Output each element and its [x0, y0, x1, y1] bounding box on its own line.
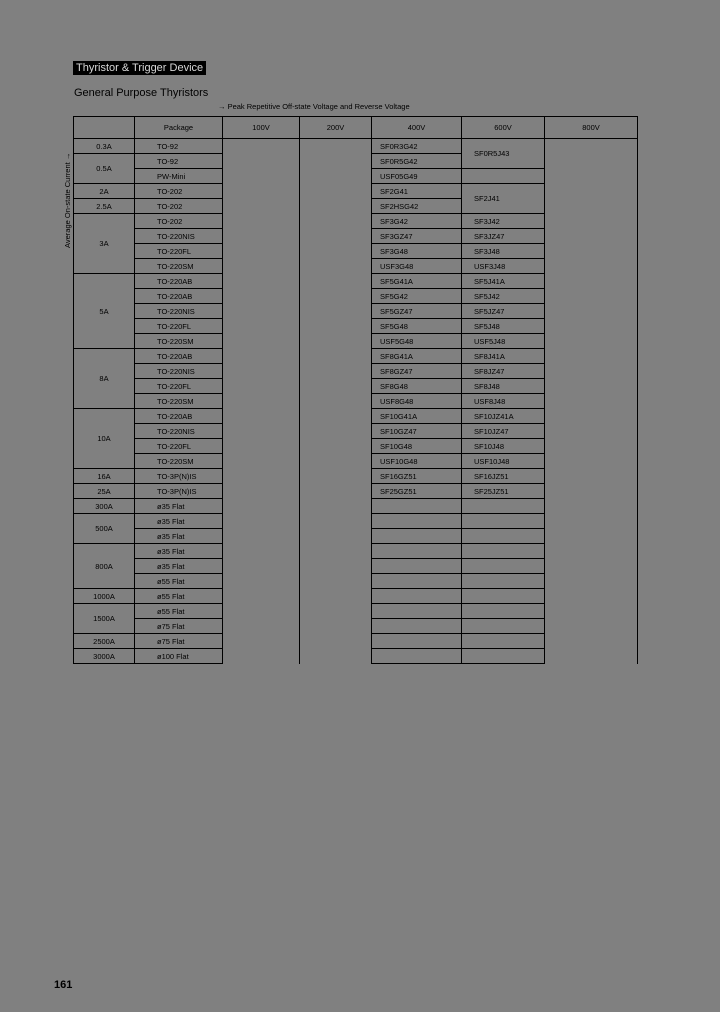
voltage-axis-label: → Peak Repetitive Off-state Voltage and Reverse Voltage — [218, 102, 410, 111]
current-cell: 3A — [74, 214, 135, 274]
current-axis-label: Average On-state Current → — [63, 152, 72, 248]
v600-cell — [462, 619, 545, 634]
v600-cell — [462, 499, 545, 514]
table-row — [74, 559, 638, 574]
current-cell: 16A — [74, 469, 135, 484]
v100-cell — [223, 229, 300, 244]
v400-cell: SF10GZ47 — [372, 424, 462, 439]
v800-cell — [545, 349, 638, 364]
v800-cell — [545, 304, 638, 319]
v200-cell — [300, 499, 372, 514]
v200-cell — [300, 514, 372, 529]
table-row — [74, 499, 638, 514]
v100-cell — [223, 439, 300, 454]
v800-cell — [545, 649, 638, 664]
v600-cell: SF5J48 — [462, 319, 545, 334]
v600-cell — [462, 574, 545, 589]
v400-cell: SF0R3G42 — [372, 139, 462, 154]
v200-cell — [300, 154, 372, 169]
v800-cell — [545, 289, 638, 304]
v200-cell — [300, 169, 372, 184]
v400-cell: SF2G41 — [372, 184, 462, 199]
current-cell: 25A — [74, 484, 135, 499]
package-cell: TO-220AB — [135, 274, 223, 289]
v200-cell — [300, 139, 372, 154]
v400-cell: USF05G49 — [372, 169, 462, 184]
table-row — [74, 394, 638, 409]
v100-cell — [223, 544, 300, 559]
v400-cell — [372, 589, 462, 604]
package-cell: TO-220FL — [135, 319, 223, 334]
table-row — [74, 244, 638, 259]
v800-cell — [545, 514, 638, 529]
v600-cell: USF10J48 — [462, 454, 545, 469]
table-row — [74, 289, 638, 304]
v200-cell — [300, 199, 372, 214]
package-cell: ø35 Flat — [135, 544, 223, 559]
v800-cell — [545, 334, 638, 349]
v400-cell: SF10G41A — [372, 409, 462, 424]
table-row — [74, 619, 638, 634]
v100-cell — [223, 574, 300, 589]
current-cell: 0.5A — [74, 154, 135, 184]
table-row — [74, 424, 638, 439]
v800-cell — [545, 199, 638, 214]
table-row — [74, 154, 638, 169]
v800-cell — [545, 424, 638, 439]
v600-cell — [462, 529, 545, 544]
v200-cell — [300, 439, 372, 454]
v400-cell: USF10G48 — [372, 454, 462, 469]
package-cell: TO-202 — [135, 214, 223, 229]
table-row — [74, 634, 638, 649]
v200-cell — [300, 634, 372, 649]
package-cell: ø35 Flat — [135, 559, 223, 574]
table-row — [74, 409, 638, 424]
table-row — [74, 604, 638, 619]
package-cell: TO-220AB — [135, 349, 223, 364]
v100-cell — [223, 349, 300, 364]
table-header-row — [74, 117, 638, 139]
v800-cell — [545, 259, 638, 274]
v600-cell: SF5J42 — [462, 289, 545, 304]
v800-cell — [545, 379, 638, 394]
current-cell: 2500A — [74, 634, 135, 649]
table-row — [74, 199, 638, 214]
package-cell: TO-3P(N)IS — [135, 484, 223, 499]
v100-cell — [223, 589, 300, 604]
package-cell: ø35 Flat — [135, 499, 223, 514]
thyristor-table — [73, 116, 638, 664]
package-cell: TO-220SM — [135, 454, 223, 469]
current-cell: 300A — [74, 499, 135, 514]
v600-cell: SF10JZ47 — [462, 424, 545, 439]
v800-cell — [545, 544, 638, 559]
v200-cell — [300, 244, 372, 259]
v400-cell: SF0R5G42 — [372, 154, 462, 169]
v400-cell — [372, 619, 462, 634]
v600-cell: USF5J48 — [462, 334, 545, 349]
package-cell: TO-202 — [135, 199, 223, 214]
v400-cell — [372, 514, 462, 529]
package-cell: TO-3P(N)IS — [135, 469, 223, 484]
v100-cell — [223, 634, 300, 649]
v100-cell — [223, 139, 300, 154]
v600-cell: USF3J48 — [462, 259, 545, 274]
v200-cell — [300, 229, 372, 244]
v800-cell — [545, 484, 638, 499]
v200-cell — [300, 484, 372, 499]
v600-cell: SF5JZ47 — [462, 304, 545, 319]
package-cell: ø75 Flat — [135, 634, 223, 649]
v800-cell — [545, 454, 638, 469]
v200-cell — [300, 319, 372, 334]
v100-cell — [223, 259, 300, 274]
v400-cell: SF5G41A — [372, 274, 462, 289]
v600-cell: SF16JZ51 — [462, 469, 545, 484]
v100-cell — [223, 454, 300, 469]
v200-cell — [300, 214, 372, 229]
package-cell: ø35 Flat — [135, 514, 223, 529]
table-row — [74, 334, 638, 349]
v800-cell — [545, 529, 638, 544]
table-row — [74, 259, 638, 274]
package-cell: ø55 Flat — [135, 589, 223, 604]
table-row — [74, 214, 638, 229]
v200-cell — [300, 259, 372, 274]
v200-cell — [300, 454, 372, 469]
v100-cell — [223, 199, 300, 214]
v100-cell — [223, 304, 300, 319]
v600-cell: SF3JZ47 — [462, 229, 545, 244]
v600-cell: SF10JZ41A — [462, 409, 545, 424]
v100-cell — [223, 154, 300, 169]
v100-cell — [223, 214, 300, 229]
v800-cell — [545, 499, 638, 514]
v200-cell — [300, 289, 372, 304]
table-row — [74, 514, 638, 529]
v100-cell — [223, 289, 300, 304]
v100-cell — [223, 604, 300, 619]
v800-cell — [545, 214, 638, 229]
v600-cell: SF8J41A — [462, 349, 545, 364]
current-cell: 500A — [74, 514, 135, 544]
v100-cell — [223, 184, 300, 199]
v400-cell — [372, 544, 462, 559]
v800-cell — [545, 184, 638, 199]
v100-cell — [223, 514, 300, 529]
v800-cell — [545, 394, 638, 409]
v600-cell: USF8J48 — [462, 394, 545, 409]
package-cell: ø100 Flat — [135, 649, 223, 664]
v200-cell — [300, 304, 372, 319]
v200-cell — [300, 274, 372, 289]
v800-cell — [545, 574, 638, 589]
v600-cell: SF25JZ51 — [462, 484, 545, 499]
v100-cell — [223, 649, 300, 664]
v800-cell — [545, 469, 638, 484]
column-header-600v: 600V — [462, 117, 545, 139]
v400-cell — [372, 604, 462, 619]
package-cell: TO-220FL — [135, 439, 223, 454]
v800-cell — [545, 274, 638, 289]
table-row — [74, 544, 638, 559]
v100-cell — [223, 529, 300, 544]
v100-cell — [223, 394, 300, 409]
v200-cell — [300, 469, 372, 484]
table-row — [74, 139, 638, 154]
package-cell: TO-220SM — [135, 259, 223, 274]
column-header-100v: 100V — [223, 117, 300, 139]
v800-cell — [545, 619, 638, 634]
v200-cell — [300, 409, 372, 424]
page-subtitle: General Purpose Thyristors — [74, 87, 209, 99]
v600-cell — [462, 514, 545, 529]
table-row — [74, 184, 638, 199]
v800-cell — [545, 154, 638, 169]
table-row — [74, 484, 638, 499]
v200-cell — [300, 604, 372, 619]
v400-cell: SF8G48 — [372, 379, 462, 394]
v400-cell: SF3GZ47 — [372, 229, 462, 244]
column-header-800v: 800V — [545, 117, 638, 139]
v200-cell — [300, 574, 372, 589]
v400-cell: USF8G48 — [372, 394, 462, 409]
v100-cell — [223, 364, 300, 379]
table-row — [74, 574, 638, 589]
v200-cell — [300, 334, 372, 349]
current-cell: 2.5A — [74, 199, 135, 214]
v100-cell — [223, 274, 300, 289]
v800-cell — [545, 634, 638, 649]
package-cell: TO-220SM — [135, 334, 223, 349]
v400-cell: SF16GZ51 — [372, 469, 462, 484]
v400-cell — [372, 529, 462, 544]
package-cell: TO-220AB — [135, 289, 223, 304]
v600-cell — [462, 649, 545, 664]
v200-cell — [300, 424, 372, 439]
v600-cell — [462, 169, 545, 184]
v600-cell — [462, 559, 545, 574]
table-row — [74, 349, 638, 364]
v400-cell — [372, 574, 462, 589]
column-header-200v: 200V — [300, 117, 372, 139]
v400-cell: USF3G48 — [372, 259, 462, 274]
package-cell: TO-220FL — [135, 244, 223, 259]
v400-cell — [372, 559, 462, 574]
v600-cell — [462, 604, 545, 619]
v400-cell: SF5G42 — [372, 289, 462, 304]
table-row — [74, 169, 638, 184]
table-row — [74, 529, 638, 544]
table-row — [74, 454, 638, 469]
v100-cell — [223, 334, 300, 349]
v400-cell: SF8G41A — [372, 349, 462, 364]
package-cell: TO-202 — [135, 184, 223, 199]
v200-cell — [300, 184, 372, 199]
v600-cell: SF3J42 — [462, 214, 545, 229]
package-cell: ø55 Flat — [135, 574, 223, 589]
v800-cell — [545, 589, 638, 604]
v600-cell: SF10J48 — [462, 439, 545, 454]
package-cell: TO-92 — [135, 139, 223, 154]
current-cell: 1000A — [74, 589, 135, 604]
v400-cell: SF2HSG42 — [372, 199, 462, 214]
current-cell: 0.3A — [74, 139, 135, 154]
v200-cell — [300, 364, 372, 379]
v400-cell: SF10G48 — [372, 439, 462, 454]
v800-cell — [545, 559, 638, 574]
current-cell: 8A — [74, 349, 135, 409]
v400-cell: SF5GZ47 — [372, 304, 462, 319]
package-cell: TO-220SM — [135, 394, 223, 409]
v100-cell — [223, 484, 300, 499]
v400-cell: SF3G48 — [372, 244, 462, 259]
v100-cell — [223, 619, 300, 634]
v200-cell — [300, 619, 372, 634]
v200-cell — [300, 349, 372, 364]
table-row — [74, 649, 638, 664]
v400-cell — [372, 649, 462, 664]
v600-cell — [462, 589, 545, 604]
v100-cell — [223, 244, 300, 259]
v600-cell: SF3J48 — [462, 244, 545, 259]
package-cell: TO-220NIS — [135, 229, 223, 244]
package-cell: TO-220NIS — [135, 304, 223, 319]
v600-cell: SF8J48 — [462, 379, 545, 394]
v200-cell — [300, 544, 372, 559]
v600-cell: SF2J41 — [462, 184, 545, 214]
package-cell: TO-220NIS — [135, 364, 223, 379]
table-row — [74, 304, 638, 319]
package-cell: TO-220NIS — [135, 424, 223, 439]
v100-cell — [223, 379, 300, 394]
package-cell: TO-220AB — [135, 409, 223, 424]
package-cell: TO-220FL — [135, 379, 223, 394]
v400-cell — [372, 634, 462, 649]
v200-cell — [300, 394, 372, 409]
package-cell: TO-92 — [135, 154, 223, 169]
v100-cell — [223, 319, 300, 334]
v100-cell — [223, 424, 300, 439]
table-row — [74, 229, 638, 244]
v100-cell — [223, 559, 300, 574]
v400-cell: SF3G42 — [372, 214, 462, 229]
column-header-400v: 400V — [372, 117, 462, 139]
package-cell: ø55 Flat — [135, 604, 223, 619]
current-cell: 800A — [74, 544, 135, 589]
v100-cell — [223, 469, 300, 484]
v800-cell — [545, 604, 638, 619]
v400-cell: SF5G48 — [372, 319, 462, 334]
v600-cell — [462, 544, 545, 559]
section-badge: Thyristor & Trigger Device — [73, 61, 206, 75]
v800-cell — [545, 229, 638, 244]
current-cell: 1500A — [74, 604, 135, 634]
v200-cell — [300, 589, 372, 604]
current-cell: 10A — [74, 409, 135, 469]
current-cell: 3000A — [74, 649, 135, 664]
v100-cell — [223, 169, 300, 184]
v400-cell: SF25GZ51 — [372, 484, 462, 499]
v100-cell — [223, 499, 300, 514]
v600-cell: SF0R5J43 — [462, 139, 545, 169]
table-row — [74, 364, 638, 379]
table-row — [74, 379, 638, 394]
table-row — [74, 589, 638, 604]
v600-cell: SF5J41A — [462, 274, 545, 289]
package-cell: ø35 Flat — [135, 529, 223, 544]
v400-cell — [372, 499, 462, 514]
package-cell: ø75 Flat — [135, 619, 223, 634]
v400-cell: SF8GZ47 — [372, 364, 462, 379]
v600-cell: SF8JZ47 — [462, 364, 545, 379]
v800-cell — [545, 409, 638, 424]
v800-cell — [545, 139, 638, 154]
v200-cell — [300, 379, 372, 394]
page-number: 161 — [54, 979, 73, 991]
current-header-cell — [74, 117, 135, 139]
v100-cell — [223, 409, 300, 424]
v200-cell — [300, 529, 372, 544]
v800-cell — [545, 319, 638, 334]
v200-cell — [300, 559, 372, 574]
table-row — [74, 319, 638, 334]
v200-cell — [300, 649, 372, 664]
v600-cell — [462, 634, 545, 649]
v800-cell — [545, 439, 638, 454]
current-cell: 5A — [74, 274, 135, 349]
v400-cell: USF5G48 — [372, 334, 462, 349]
table-row — [74, 439, 638, 454]
table-row — [74, 274, 638, 289]
v800-cell — [545, 169, 638, 184]
v800-cell — [545, 364, 638, 379]
table-row — [74, 469, 638, 484]
v800-cell — [545, 244, 638, 259]
package-cell: PW-Mini — [135, 169, 223, 184]
current-cell: 2A — [74, 184, 135, 199]
column-header-package: Package — [135, 117, 223, 139]
